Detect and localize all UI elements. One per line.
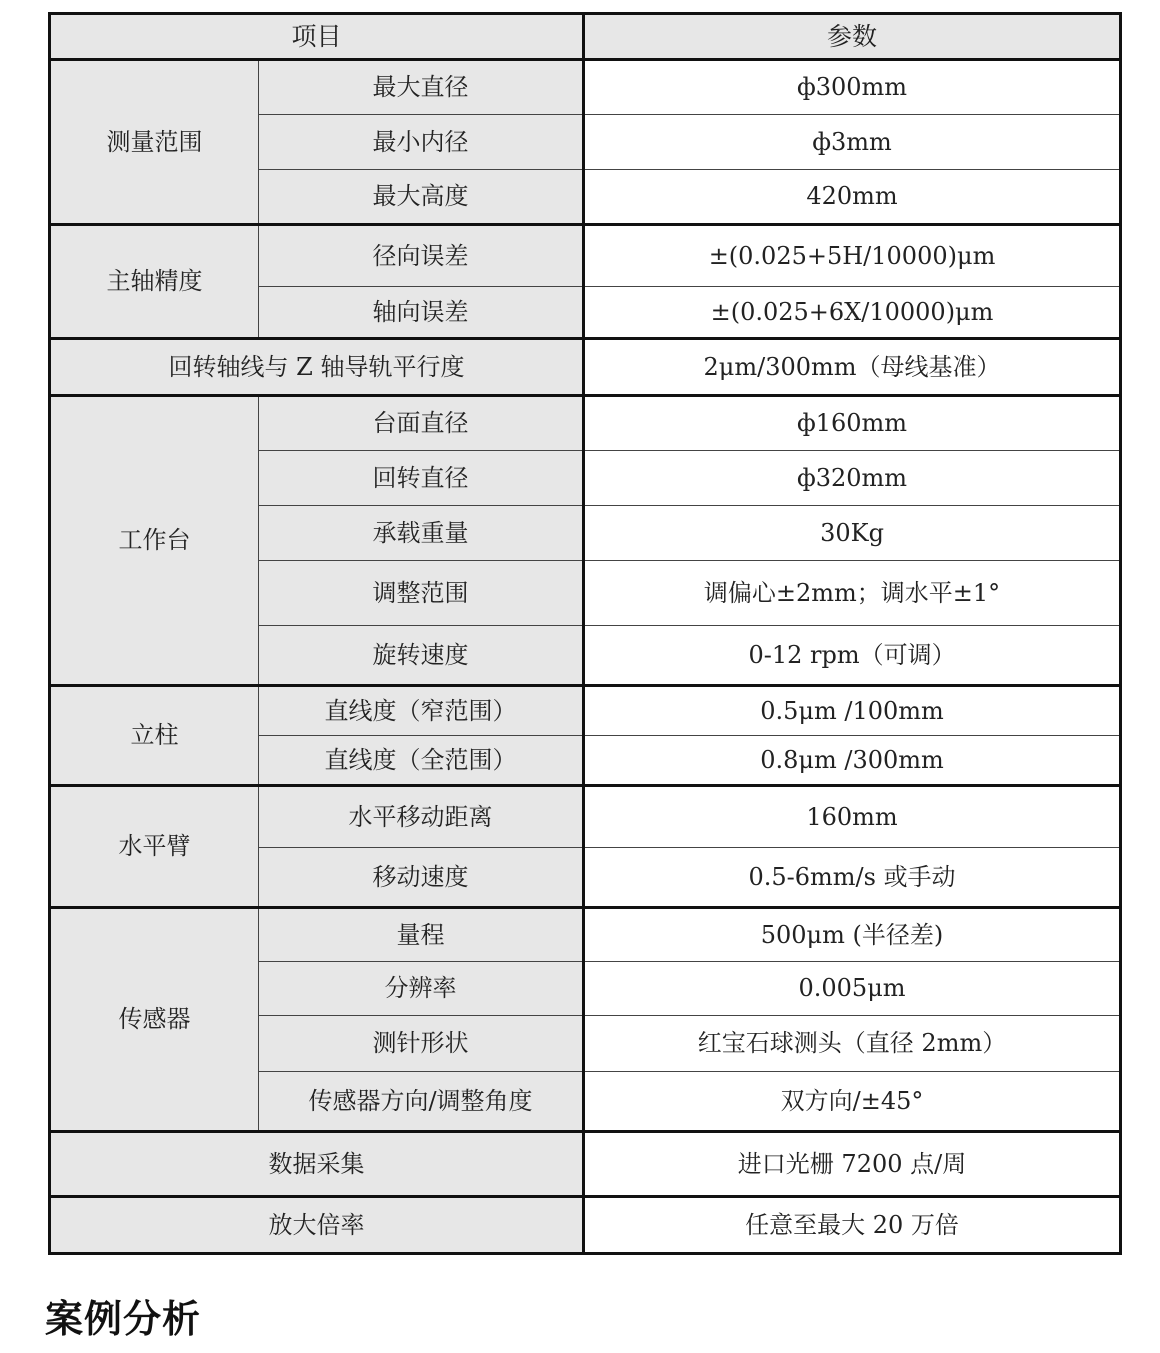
header-param: 参数 (584, 14, 1121, 60)
table-row (50, 1132, 1121, 1197)
sub-item: 移动速度 (259, 848, 584, 908)
sub-item: 台面直径 (259, 396, 584, 451)
sub-item: 旋转速度 (259, 626, 584, 686)
sub-item: 回转直径 (259, 451, 584, 506)
param-value: 160mm (584, 786, 1121, 848)
item-label: 数据采集 (50, 1132, 584, 1197)
sub-item: 测针形状 (259, 1016, 584, 1072)
param-value: 2μm/300mm（母线基准） (584, 339, 1121, 396)
param-value: 0.5-6mm/s 或手动 (584, 848, 1121, 908)
param-value: 0.5μm /100mm (584, 686, 1121, 736)
param-value: 0.8μm /300mm (584, 736, 1121, 786)
param-value: 任意至最大 20 万倍 (584, 1197, 1121, 1254)
sub-item: 直线度（窄范围） (259, 686, 584, 736)
sub-item: 径向误差 (259, 225, 584, 287)
table-row (50, 1197, 1121, 1254)
header-item: 项目 (50, 14, 584, 60)
group-label: 立柱 (50, 686, 259, 786)
group-label: 水平臂 (50, 786, 259, 908)
sub-item: 最大高度 (259, 170, 584, 225)
section-title: 案例分析 (45, 1297, 202, 1341)
spec-table (48, 12, 1122, 1255)
sub-item: 水平移动距离 (259, 786, 584, 848)
table-header-row (50, 14, 1121, 60)
table-row (50, 60, 1121, 115)
sub-item: 传感器方向/调整角度 (259, 1072, 584, 1132)
param-value: 30Kg (584, 506, 1121, 561)
group-label: 主轴精度 (50, 225, 259, 339)
param-value: 0-12 rpm（可调） (584, 626, 1121, 686)
param-value: ±(0.025+6X/10000)μm (584, 287, 1121, 339)
param-value: ф300mm (584, 60, 1121, 115)
sub-item: 轴向误差 (259, 287, 584, 339)
param-value: 双方向/±45° (584, 1072, 1121, 1132)
group-label: 传感器 (50, 908, 259, 1132)
param-value: 进口光栅 7200 点/周 (584, 1132, 1121, 1197)
item-label: 回转轴线与 Z 轴导轨平行度 (50, 339, 584, 396)
table-row (50, 339, 1121, 396)
param-value: 420mm (584, 170, 1121, 225)
param-value: 调偏心±2mm；调水平±1° (584, 561, 1121, 626)
table-row (50, 786, 1121, 848)
table-row (50, 686, 1121, 736)
sub-item: 分辨率 (259, 962, 584, 1016)
sub-item: 调整范围 (259, 561, 584, 626)
param-value: 0.005μm (584, 962, 1121, 1016)
group-label: 工作台 (50, 396, 259, 686)
param-value: ±(0.025+5H/10000)μm (584, 225, 1121, 287)
sub-item: 承载重量 (259, 506, 584, 561)
item-label: 放大倍率 (50, 1197, 584, 1254)
table-row (50, 396, 1121, 451)
sub-item: 直线度（全范围） (259, 736, 584, 786)
param-value: ф160mm (584, 396, 1121, 451)
param-value: ф3mm (584, 115, 1121, 170)
param-value: ф320mm (584, 451, 1121, 506)
sub-item: 最小内径 (259, 115, 584, 170)
param-value: 500μm (半径差) (584, 908, 1121, 962)
table-row (50, 225, 1121, 287)
table-row (50, 908, 1121, 962)
param-value: 红宝石球测头（直径 2mm） (584, 1016, 1121, 1072)
sub-item: 量程 (259, 908, 584, 962)
sub-item: 最大直径 (259, 60, 584, 115)
group-label: 测量范围 (50, 60, 259, 225)
